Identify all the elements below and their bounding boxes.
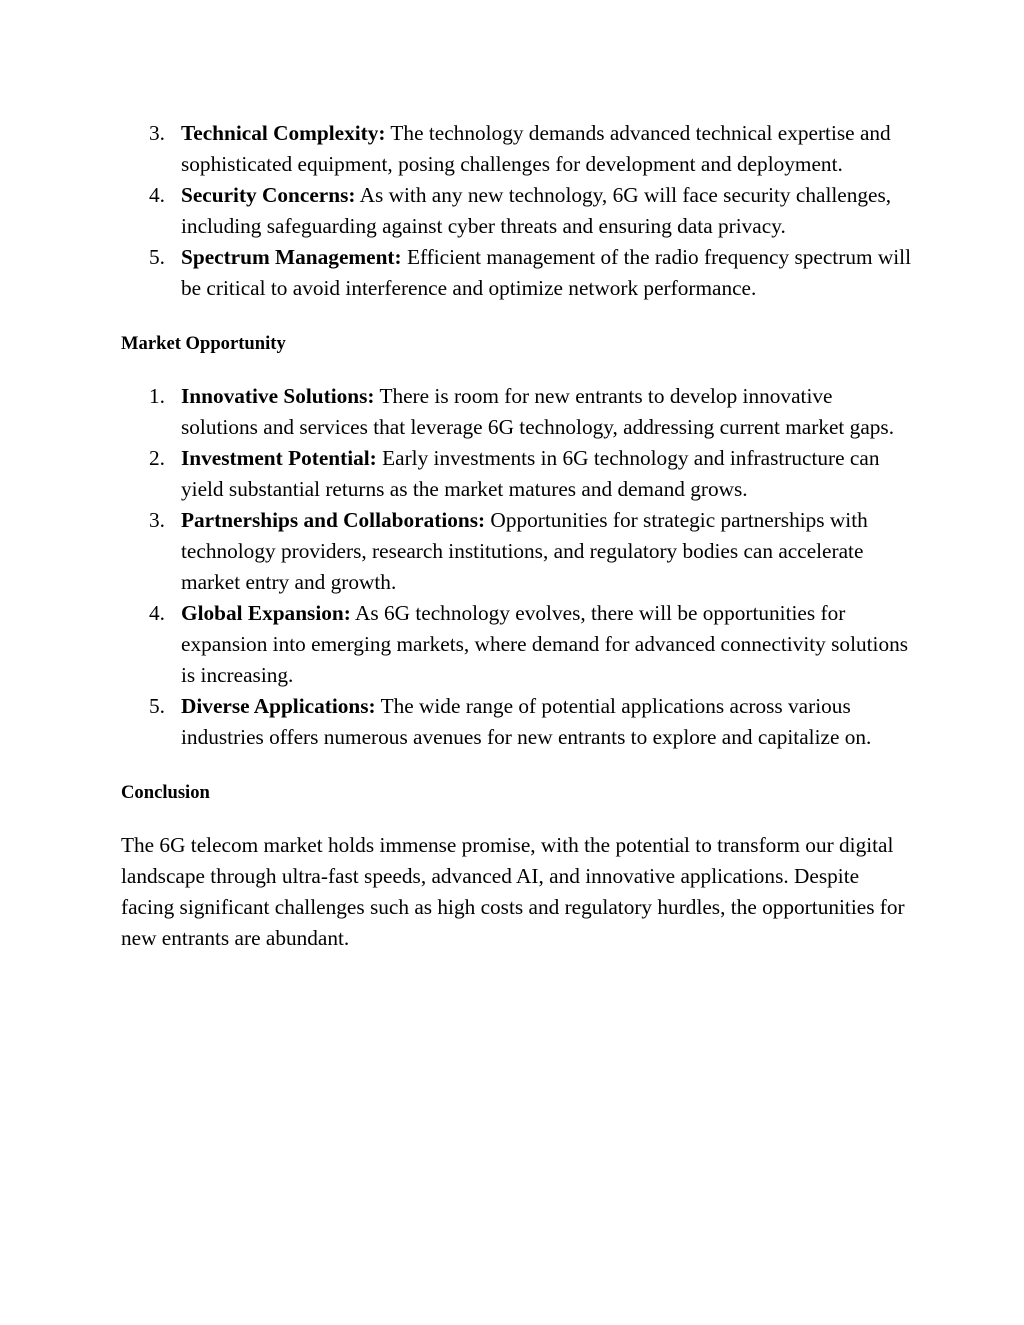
list-item bbox=[121, 242, 911, 304]
list-item-number: 3. bbox=[149, 508, 165, 532]
list-item-number: 3. bbox=[149, 121, 165, 145]
list-item bbox=[121, 118, 911, 180]
conclusion-paragraph: The 6G telecom market holds immense promise, with the potential to transform our digital landscape through ultra-fast speeds, advanced AI, and innovative applications. Despite facing significant challenges such as high costs and regulatory hurdles, the opportunities for new entrants are abundant. bbox=[121, 833, 905, 950]
list-item-text: As with any new technology, 6G will face security challenges, including safeguarding against cyber threats and ensuring data privacy. bbox=[181, 183, 892, 238]
list-item-text: Efficient management of the radio frequency spectrum will be critical to avoid interference and optimize network performance. bbox=[181, 245, 911, 300]
list-item-term: Partnerships and Collaborations: bbox=[181, 508, 486, 532]
list-item-number: 5. bbox=[149, 694, 165, 718]
list-item-number: 4. bbox=[149, 183, 165, 207]
market-opportunity-heading: Market Opportunity bbox=[121, 333, 286, 354]
list-item bbox=[121, 505, 911, 598]
list-item-text: There is room for new entrants to develop innovative solutions and services that leverage 6G technology, addressing current market gaps. bbox=[181, 384, 895, 439]
list-item-text: The wide range of potential applications across various industries offers numerous avenues for new entrants to explore and capitalize on. bbox=[181, 694, 872, 749]
list-item-term: Technical Complexity: bbox=[181, 121, 386, 145]
list-item bbox=[121, 381, 911, 443]
list-item-term: Investment Potential: bbox=[181, 446, 377, 470]
list-item-term: Spectrum Management: bbox=[181, 245, 402, 269]
list-item bbox=[121, 180, 911, 242]
list-item-number: 2. bbox=[149, 446, 165, 470]
list-item bbox=[121, 691, 911, 753]
list-item-text: The technology demands advanced technical expertise and sophisticated equipment, posing challenges for development and deployment. bbox=[181, 121, 891, 176]
list-item-term: Security Concerns: bbox=[181, 183, 356, 207]
list-item-number: 1. bbox=[149, 384, 165, 408]
list-item-term: Global Expansion: bbox=[181, 601, 351, 625]
conclusion-heading: Conclusion bbox=[121, 782, 210, 803]
list-item-term: Diverse Applications: bbox=[181, 694, 376, 718]
list-item bbox=[121, 443, 911, 505]
list-item-text: As 6G technology evolves, there will be opportunities for expansion into emerging markets, where demand for advanced connectivity solutions is increasing. bbox=[181, 601, 909, 687]
list-item-text: Early investments in 6G technology and infrastructure can yield substantial returns as the market matures and demand grows. bbox=[181, 446, 880, 501]
list-item bbox=[121, 598, 911, 691]
list-item-number: 5. bbox=[149, 245, 165, 269]
list-item-number: 4. bbox=[149, 601, 165, 625]
list-item-text: Opportunities for strategic partnerships with technology providers, research institutions, and regulatory bodies can accelerate market entry and growth. bbox=[181, 508, 868, 594]
list-item-term: Innovative Solutions: bbox=[181, 384, 375, 408]
market-opportunity-list bbox=[121, 381, 911, 753]
challenges-list bbox=[121, 118, 911, 304]
document-page bbox=[121, 118, 911, 954]
